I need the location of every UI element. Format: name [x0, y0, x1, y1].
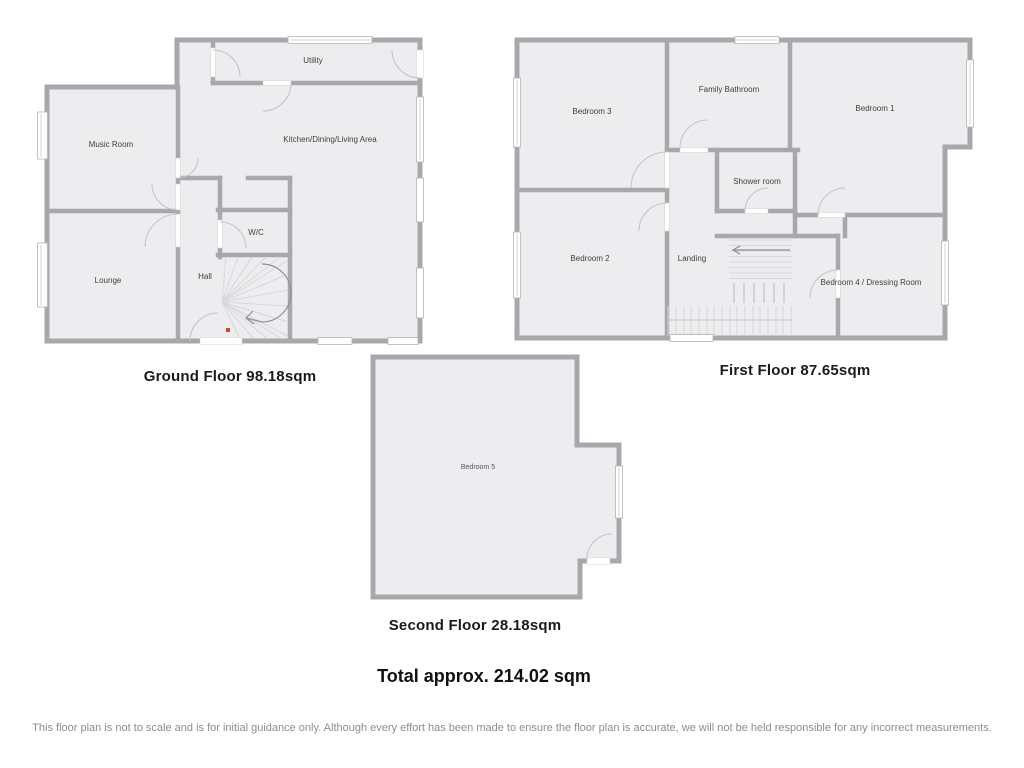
ground-floor-caption: Ground Floor 98.18sqm	[143, 368, 317, 385]
room-label-music-room: Music Room	[88, 140, 134, 149]
room-label-landing: Landing	[677, 254, 707, 263]
first-floor-plan	[505, 25, 980, 350]
second-floor-windows	[616, 466, 623, 518]
room-label-bedroom4: Bedroom 4 / Dressing Room	[820, 278, 922, 287]
room-label-bedroom5: Bedroom 5	[460, 464, 496, 471]
room-label-shower-room: Shower room	[733, 177, 781, 186]
room-label-utility: Utility	[303, 56, 323, 65]
room-label-family-bathroom: Family Bathroom	[698, 85, 760, 94]
red-marker	[226, 328, 230, 332]
ground-floor-plan	[30, 25, 430, 350]
second-floor-caption: Second Floor 28.18sqm	[388, 617, 562, 634]
first-floor-caption: First Floor 87.65sqm	[719, 362, 871, 379]
room-label-lounge: Lounge	[94, 276, 122, 285]
total-area-caption: Total approx. 214.02 sqm	[377, 666, 591, 686]
room-label-bedroom1: Bedroom 1	[855, 104, 895, 113]
room-label-bedroom3: Bedroom 3	[572, 107, 612, 116]
room-label-wc: W/C	[248, 228, 264, 237]
second-floor-room-labels	[461, 464, 495, 471]
disclaimer-text: This floor plan is not to scale and is for initial guidance only. Although every effort has been made to ensure the floor plan is accurate, we will not be held responsible for any incorrect measurements.	[32, 722, 992, 734]
room-label-kitchen: Kitchen/Dining/Living Area	[283, 135, 377, 144]
room-label-hall: Hall	[198, 272, 212, 281]
second-floor-plan	[360, 350, 630, 605]
room-label-bedroom2: Bedroom 2	[570, 254, 610, 263]
second-floor-outline	[373, 357, 619, 597]
